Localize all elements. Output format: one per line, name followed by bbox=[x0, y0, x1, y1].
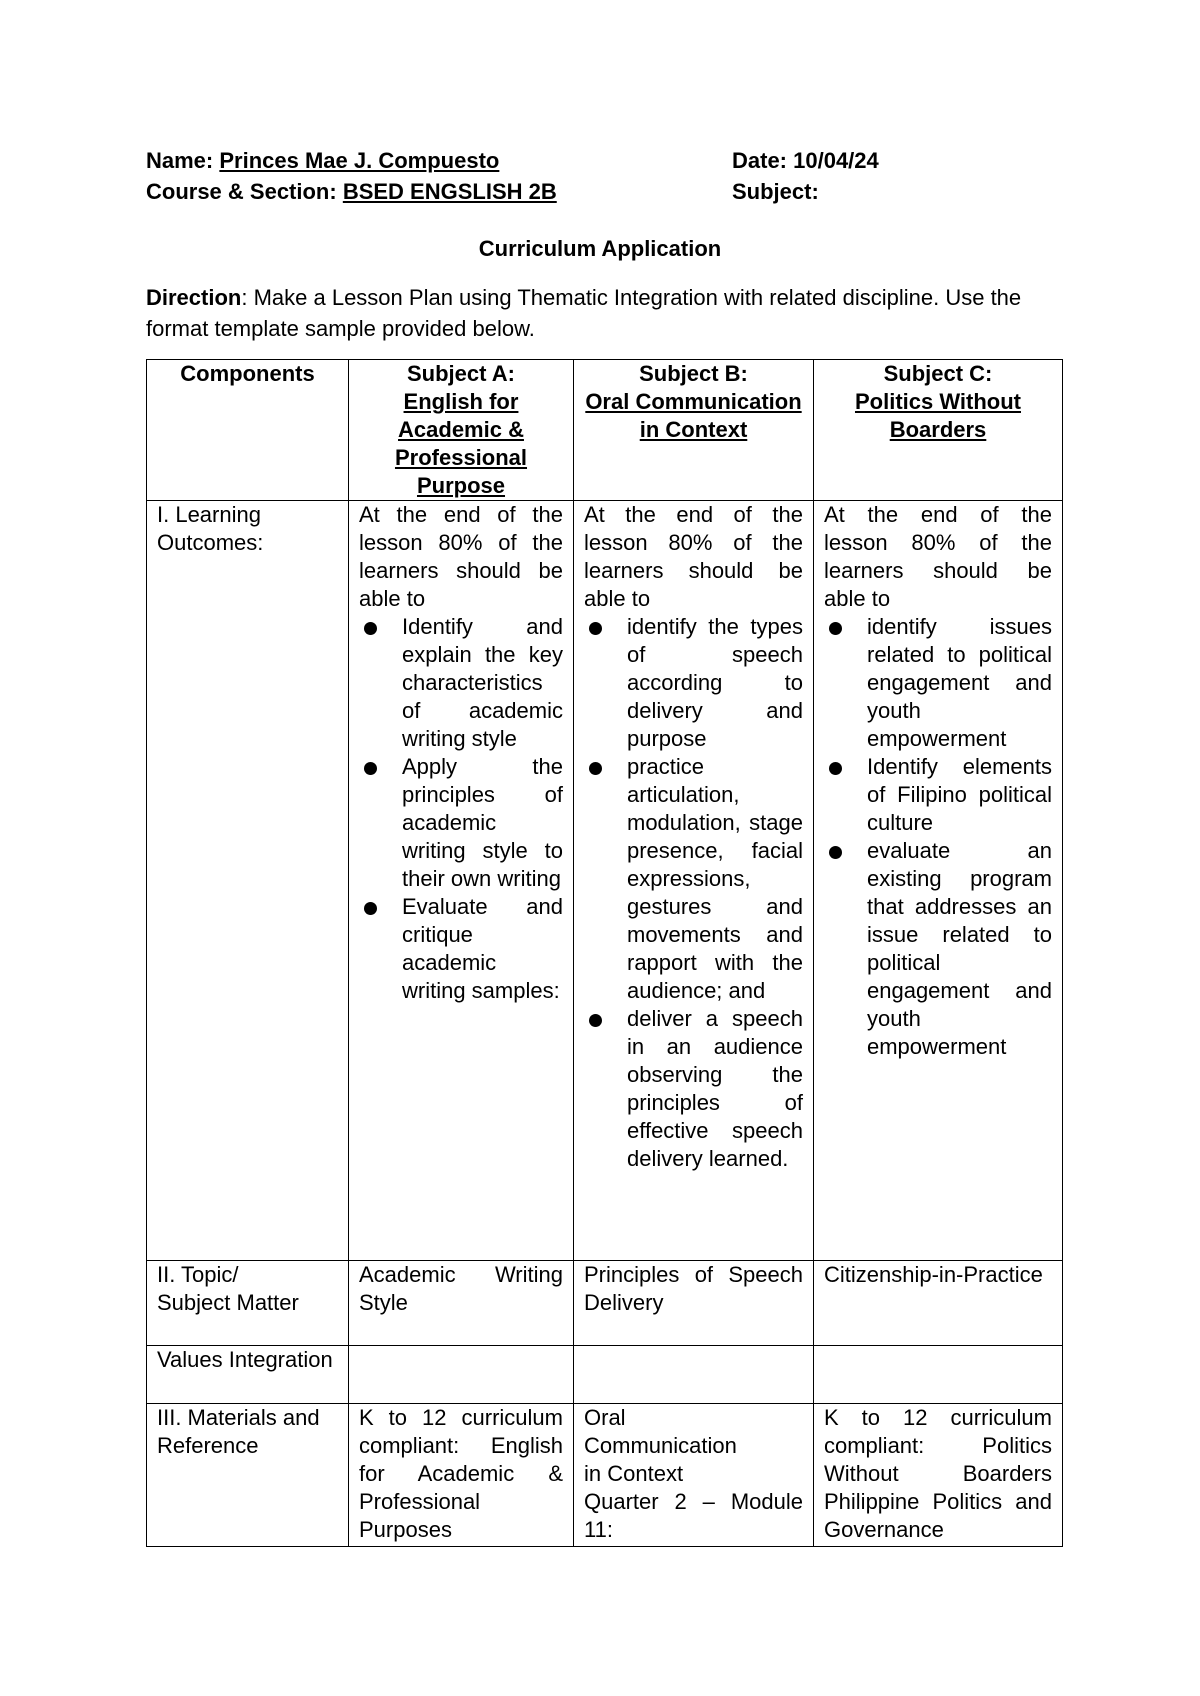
list-item: evaluate an existing program that addresses an issue related to political engagement and youth empowerment bbox=[824, 837, 1052, 1061]
name-label: Name: bbox=[146, 148, 220, 173]
list-item: deliver a speech in an audience observing the principles of effective speech delivery learned. bbox=[584, 1005, 803, 1173]
direction-text: : Make a Lesson Plan using Thematic Integration with related discipline. Use the format template sample provided below. bbox=[146, 285, 1022, 341]
materials-b-line-4: Quarter 2 – Module 11: bbox=[584, 1489, 803, 1542]
subject-b-label: Subject B: bbox=[639, 361, 748, 386]
outcomes-a-intro: At the end of the lesson 80% of the learners should be able to bbox=[359, 502, 563, 611]
document-header bbox=[146, 145, 1066, 207]
outcomes-b-list bbox=[584, 613, 803, 1173]
materials-subject-c: K to 12 curriculum compliant: Politics Without Boarders Philippine Politics and Governance bbox=[814, 1404, 1063, 1547]
materials-b-line-2: Communication bbox=[584, 1433, 737, 1458]
topic-label-line-1: II. Topic/ bbox=[157, 1262, 239, 1287]
values-label: Values Integration bbox=[147, 1346, 349, 1404]
list-item: identify the types of speech according to delivery and purpose bbox=[584, 613, 803, 753]
table-row-values bbox=[147, 1346, 1063, 1404]
list-item: Identify and explain the key characteristics of academic writing style bbox=[359, 613, 563, 753]
subject-c-name: Politics Without Boarders bbox=[854, 389, 1021, 442]
topic-label bbox=[147, 1261, 349, 1346]
values-subject-a bbox=[349, 1346, 574, 1404]
materials-b-line-3: in Context bbox=[584, 1461, 684, 1486]
topic-subject-c: Citizenship-in-Practice bbox=[814, 1261, 1063, 1346]
table-row-topic bbox=[147, 1261, 1063, 1346]
subject-b-name: Oral Communication in Context bbox=[585, 389, 802, 442]
table-row-learning-outcomes bbox=[147, 501, 1063, 1261]
subject-label: Subject: bbox=[732, 179, 819, 204]
course-label: Course & Section: bbox=[146, 179, 343, 204]
header-row-1 bbox=[146, 145, 1066, 176]
table-header-row bbox=[147, 360, 1063, 501]
table-row-materials bbox=[147, 1404, 1063, 1547]
list-item: identify issues related to political engagement and youth empowerment bbox=[824, 613, 1052, 753]
direction-paragraph bbox=[146, 282, 1076, 344]
list-item: practice articulation, modulation, stage presence, facial expressions, gestures and movements and rapport with the audience; and bbox=[584, 753, 803, 1005]
topic-subject-a: Academic Writing Style bbox=[349, 1261, 574, 1346]
list-item: Identify elements of Filipino political culture bbox=[824, 753, 1052, 837]
outcomes-subject-c bbox=[814, 501, 1063, 1261]
header-subject-c bbox=[814, 360, 1063, 501]
topic-subject-b: Principles of Speech Delivery bbox=[574, 1261, 814, 1346]
header-subject-b bbox=[574, 360, 814, 501]
header-components: Components bbox=[147, 360, 349, 501]
values-subject-c bbox=[814, 1346, 1063, 1404]
subject-a-label: Subject A: bbox=[407, 361, 515, 386]
outcomes-label: I. Learning Outcomes: bbox=[147, 501, 349, 1261]
page-title: Curriculum Application bbox=[478, 236, 722, 261]
topic-label-line-2: Subject Matter bbox=[157, 1290, 299, 1315]
date-label: Date: 10/04/24 bbox=[732, 148, 879, 173]
outcomes-subject-b bbox=[574, 501, 814, 1261]
list-item: Apply the principles of academic writing style to their own writing bbox=[359, 753, 563, 893]
header-subject-a bbox=[349, 360, 574, 501]
outcomes-c-list bbox=[824, 613, 1052, 1061]
subject-c-label: Subject C: bbox=[883, 361, 993, 386]
materials-b-line-1: Oral bbox=[584, 1405, 626, 1430]
direction-label: Direction bbox=[146, 285, 242, 310]
outcomes-c-intro: At the end of the lesson 80% of the learners should be able to bbox=[824, 502, 1052, 611]
course-value: BSED ENGSLISH 2B bbox=[342, 179, 557, 204]
materials-subject-b bbox=[574, 1404, 814, 1547]
outcomes-a-list bbox=[359, 613, 563, 1005]
values-subject-b bbox=[574, 1346, 814, 1404]
materials-subject-a: K to 12 curriculum compliant: English for Academic & Professional Purposes bbox=[349, 1404, 574, 1547]
outcomes-b-intro: At the end of the lesson 80% of the learners should be able to bbox=[584, 502, 803, 611]
header-row-2 bbox=[146, 176, 1066, 207]
name-value: Princes Mae J. Compuesto bbox=[219, 148, 500, 173]
outcomes-subject-a bbox=[349, 501, 574, 1261]
materials-label: III. Materials and Reference bbox=[147, 1404, 349, 1547]
list-item: Evaluate and critique academic writing samples: bbox=[359, 893, 563, 1005]
subject-a-name: English for Academic & Professional Purpose bbox=[394, 389, 528, 498]
lesson-plan-table bbox=[146, 359, 1063, 1547]
